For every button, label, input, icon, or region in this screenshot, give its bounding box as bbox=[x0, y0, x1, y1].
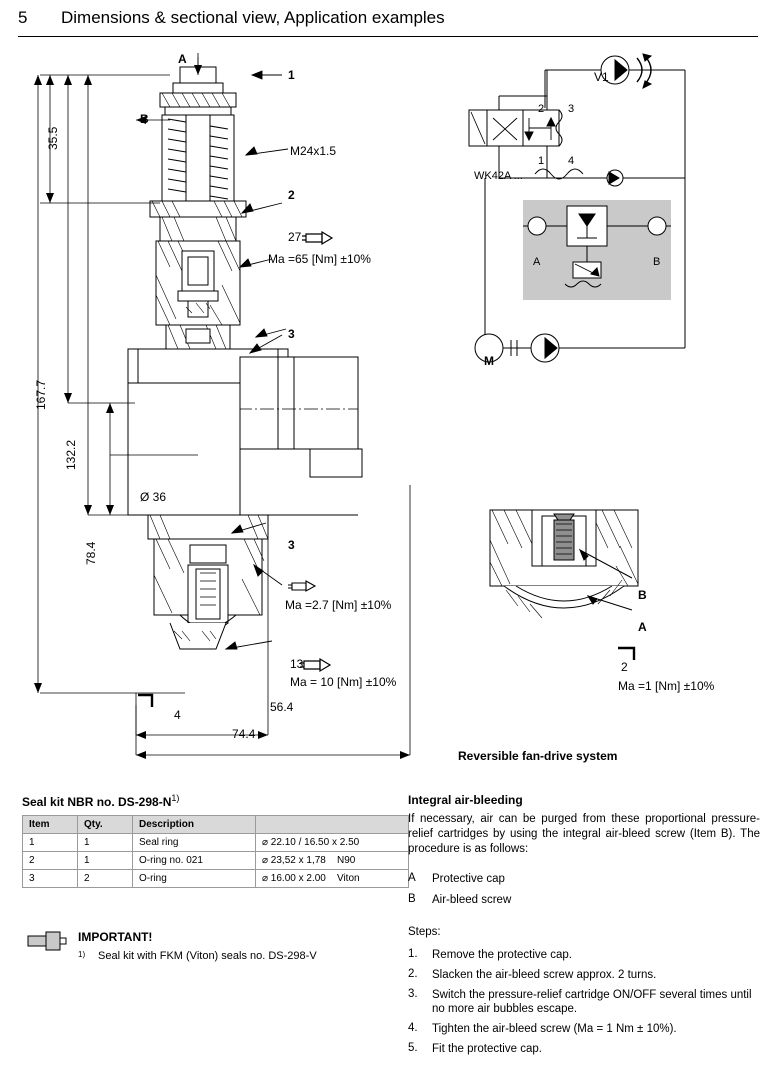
cell-desc: O-ring no. 021 bbox=[133, 852, 256, 870]
wrench-13-label: 13 bbox=[290, 657, 304, 671]
torque-small-label: Ma =2.7 [Nm] ±10% bbox=[285, 598, 392, 612]
cell-dim bbox=[256, 870, 409, 888]
schematic-v1-label: V1 bbox=[594, 70, 609, 84]
step-num-3: 3. bbox=[408, 988, 418, 1000]
schematic-port-b: B bbox=[653, 256, 661, 268]
detail-torque: Ma =1 [Nm] ±10% bbox=[618, 679, 715, 693]
callout-3-top: 3 bbox=[288, 327, 295, 341]
wrench-icon-small bbox=[288, 578, 324, 596]
th-qty: Qty. bbox=[78, 816, 133, 834]
step-text-4: Tighten the air-bleed screw (Ma = 1 Nm ± 10%). bbox=[432, 1023, 677, 1035]
detail-label-b: B bbox=[638, 588, 647, 602]
cell-item: 2 bbox=[23, 852, 78, 870]
step-text-1: Remove the protective cap. bbox=[432, 949, 572, 961]
schematic-port-1: 1 bbox=[538, 155, 545, 167]
thread-label: M24x1.5 bbox=[290, 144, 337, 158]
label-a-top: A bbox=[178, 52, 187, 66]
hand-pointer-icon bbox=[26, 928, 70, 952]
wrench-27-label: 27 bbox=[288, 230, 302, 244]
wrench-icon-13 bbox=[300, 655, 340, 677]
hydraulic-schematic bbox=[455, 48, 765, 388]
dim-74-4: 74.4 bbox=[232, 727, 256, 741]
important-note-sup bbox=[78, 950, 85, 965]
torque-13-label: Ma = 10 [Nm] ±10% bbox=[290, 675, 397, 689]
motor-label: M bbox=[484, 354, 494, 368]
table-row bbox=[23, 870, 409, 888]
detail-label-a: A bbox=[638, 620, 647, 634]
air-bleed-detail bbox=[470, 500, 710, 700]
cell-item: 3 bbox=[23, 870, 78, 888]
dim-167-7: 167.7 bbox=[34, 379, 48, 410]
seal-kit-title-text: Seal kit NBR no. DS-298-N bbox=[22, 795, 172, 809]
sectional-drawing bbox=[10, 45, 430, 785]
table-row bbox=[23, 852, 409, 870]
item-key-b: B bbox=[408, 893, 416, 905]
step-num-4: 4. bbox=[408, 1022, 418, 1034]
label-b-top: B bbox=[140, 112, 149, 126]
important-sup: 1) bbox=[78, 950, 86, 959]
step-text-5: Fit the protective cap. bbox=[432, 1043, 542, 1055]
seal-kit-table bbox=[22, 815, 409, 888]
schematic-port-2: 2 bbox=[538, 103, 545, 115]
dim-56-4: 56.4 bbox=[270, 700, 294, 714]
important-note-text: Seal kit with FKM (Viton) seals no. DS-298-V bbox=[98, 950, 317, 962]
cell-desc: Seal ring bbox=[133, 834, 256, 852]
schematic-port-a: A bbox=[533, 256, 541, 268]
cell-desc: O-ring bbox=[133, 870, 256, 888]
step-num-2: 2. bbox=[408, 968, 418, 980]
hex-4-label: 4 bbox=[174, 708, 181, 722]
fan-system-caption: Reversible fan-drive system bbox=[458, 749, 618, 763]
step-text-2: Slacken the air-bleed screw approx. 2 turns. bbox=[432, 969, 657, 981]
cell-dim-extra: N90 bbox=[336, 855, 356, 866]
seal-kit-title bbox=[22, 793, 179, 809]
dim-35-5: 35.5 bbox=[46, 126, 60, 150]
dim-132-2: 132.2 bbox=[64, 439, 78, 470]
valve-tag: WK42A ... bbox=[474, 170, 523, 182]
cell-qty: 1 bbox=[78, 852, 133, 870]
cell-dim-value: ⌀ 23,52 x 1,78 bbox=[262, 855, 326, 866]
air-bleeding-intro-text: If necessary, air can be purged from these proportional pressure-relief cartridges by using the integral air-bleed screw (Item B). The procedure is as follows: bbox=[408, 813, 760, 855]
air-bleeding-title: Integral air-bleeding bbox=[408, 793, 523, 807]
section-number: 5 bbox=[18, 8, 28, 27]
cell-qty: 2 bbox=[78, 870, 133, 888]
cell-dim: ⌀ 22.10 / 16.50 x 2.50 bbox=[256, 834, 409, 852]
callout-2: 2 bbox=[288, 188, 295, 202]
wrench-icon-27 bbox=[302, 228, 342, 250]
callout-3-bottom: 3 bbox=[288, 538, 295, 552]
important-label: IMPORTANT! bbox=[78, 930, 153, 944]
th-dimension bbox=[256, 816, 409, 834]
table-row bbox=[23, 834, 409, 852]
dim-78-4: 78.4 bbox=[84, 541, 98, 565]
steps-title: Steps: bbox=[408, 926, 441, 938]
cell-dim-value: ⌀ 16.00 x 2.00 bbox=[262, 873, 326, 884]
page-title: Dimensions & sectional view, Application examples bbox=[61, 8, 445, 27]
cell-qty: 1 bbox=[78, 834, 133, 852]
schematic-port-4: 4 bbox=[568, 155, 575, 167]
th-item: Item bbox=[23, 816, 78, 834]
cell-dim bbox=[256, 852, 409, 870]
step-num-1: 1. bbox=[408, 948, 418, 960]
cell-item: 1 bbox=[23, 834, 78, 852]
step-num-5: 5. bbox=[408, 1042, 418, 1054]
air-bleeding-intro bbox=[408, 812, 760, 857]
cell-dim-extra: Viton bbox=[336, 873, 360, 884]
table-header-row bbox=[23, 816, 409, 834]
item-key-a: A bbox=[408, 872, 416, 884]
callout-1: 1 bbox=[288, 68, 295, 82]
detail-hex-2: 2 bbox=[621, 660, 628, 674]
seal-kit-title-sup: 1) bbox=[171, 793, 180, 803]
schematic-port-3: 3 bbox=[568, 103, 575, 115]
step-text-3: Switch the pressure-relief cartridge ON/OFF several times until no more air bubbles escape. bbox=[432, 989, 752, 1015]
header-divider bbox=[18, 36, 758, 37]
th-description: Description bbox=[133, 816, 256, 834]
item-text-a: Protective cap bbox=[432, 873, 505, 885]
torque-main-label: Ma =65 [Nm] ±10% bbox=[268, 252, 371, 266]
item-text-b: Air-bleed screw bbox=[432, 894, 512, 906]
dim-36: Ø 36 bbox=[140, 490, 167, 504]
